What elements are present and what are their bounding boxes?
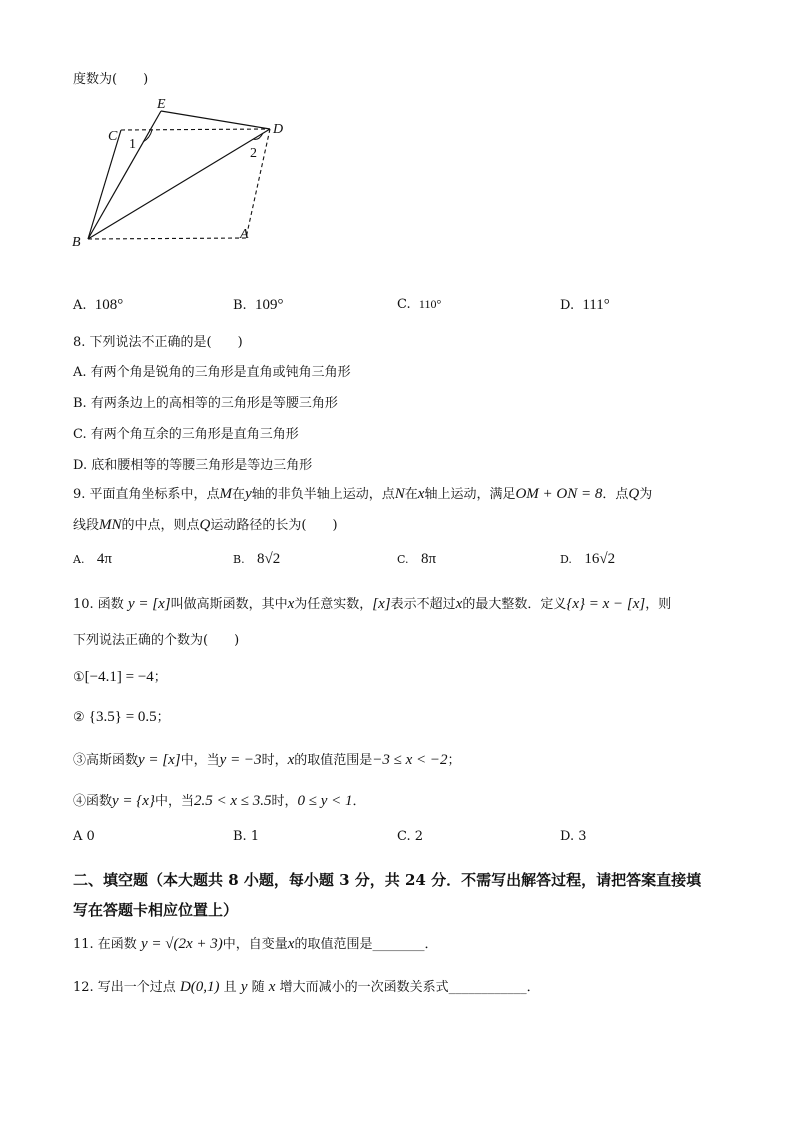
label-E: E [157, 97, 166, 112]
q9-option-a: A. 4π [73, 551, 112, 567]
q10-option-d: D. 3 [560, 829, 587, 844]
q9-option-d: D. 16√2 [560, 551, 616, 567]
q11-stem: 11. 在函数 y = √(2x + 3)中，自变量x的取值范围是________． [73, 936, 438, 952]
q10-statement-1: ①[−4.1] = −4； [73, 669, 167, 685]
q8-option-c: C. 有两个角互余的三角形是直角三角形 [73, 427, 299, 442]
q10-stem-line1: 10. 函数 y = [x]叫做高斯函数，其中x为任意实数，[x]表示不超过x的最大整数．定义{x} = x − [x]，则 [73, 596, 672, 612]
q7-stem-tail: 度数为( ) [73, 72, 149, 87]
label-B: B [72, 235, 81, 250]
segment-AB-dashed [88, 238, 246, 239]
q9-option-c: C. 8π [397, 551, 437, 567]
q7-option-d: D. 111° [560, 297, 610, 313]
q10-statement-3: ③高斯函数y = [x]中，当y = −3时，x的取值范围是−3 ≤ x < −2； [73, 752, 461, 768]
q10-option-a: A 0 [73, 829, 95, 844]
q10-stem-line2: 下列说法正确的个数为( ) [73, 633, 240, 648]
q10-option-b: B. 1 [233, 829, 260, 844]
label-A: A [240, 227, 249, 242]
label-angle-2: 2 [250, 146, 257, 161]
q12-stem: 12. 写出一个过点 D(0,1) 且 y 随 x 增大而减小的一次函数关系式____________． [73, 979, 540, 995]
q9-option-b: B. 8√2 [233, 551, 281, 567]
q8-stem: 8. 下列说法不正确的是( ) [73, 335, 243, 350]
q7-geometry-figure [66, 92, 306, 252]
q8-option-a: A. 有两个角是锐角的三角形是直角或钝角三角形 [73, 365, 351, 380]
segment-BD [88, 129, 270, 239]
q10-statement-2: ② {3.5} = 0.5； [73, 709, 170, 725]
section-2-heading-line1: 二、填空题（本大题共 8 小题，每小题 3 分，共 24 分．不需写出解答过程，请把答案直接填 [73, 871, 702, 889]
label-D: D [273, 122, 284, 137]
segment-ED [161, 111, 270, 129]
q10-statement-4: ④函数y = {x}中，当2.5 < x ≤ 3.5时，0 ≤ y < 1． [73, 793, 366, 809]
q8-option-d: D. 底和腰相等的等腰三角形是等边三角形 [73, 458, 313, 473]
section-2-heading-line2: 写在答题卡相应位置上） [73, 901, 239, 919]
q7-option-a: A. 108° [73, 297, 124, 313]
q9-stem-line2: 线段MN的中点，则点Q运动路径的长为( ) [73, 517, 338, 533]
q7-option-b: B. 109° [233, 297, 284, 313]
q9-stem-line1: 9. 平面直角坐标系中，点M在y轴的非负半轴上运动，点N在x轴上运动，满足OM + ON = 8．点Q为 [73, 486, 653, 502]
q10-option-c: C. 2 [397, 829, 424, 844]
label-angle-1: 1 [129, 137, 136, 152]
label-C: C [108, 129, 118, 144]
q7-option-c: C. 110° [397, 297, 442, 312]
segment-CD-dashed [121, 129, 270, 130]
q8-option-b: B. 有两条边上的高相等的三角形是等腰三角形 [73, 396, 338, 411]
